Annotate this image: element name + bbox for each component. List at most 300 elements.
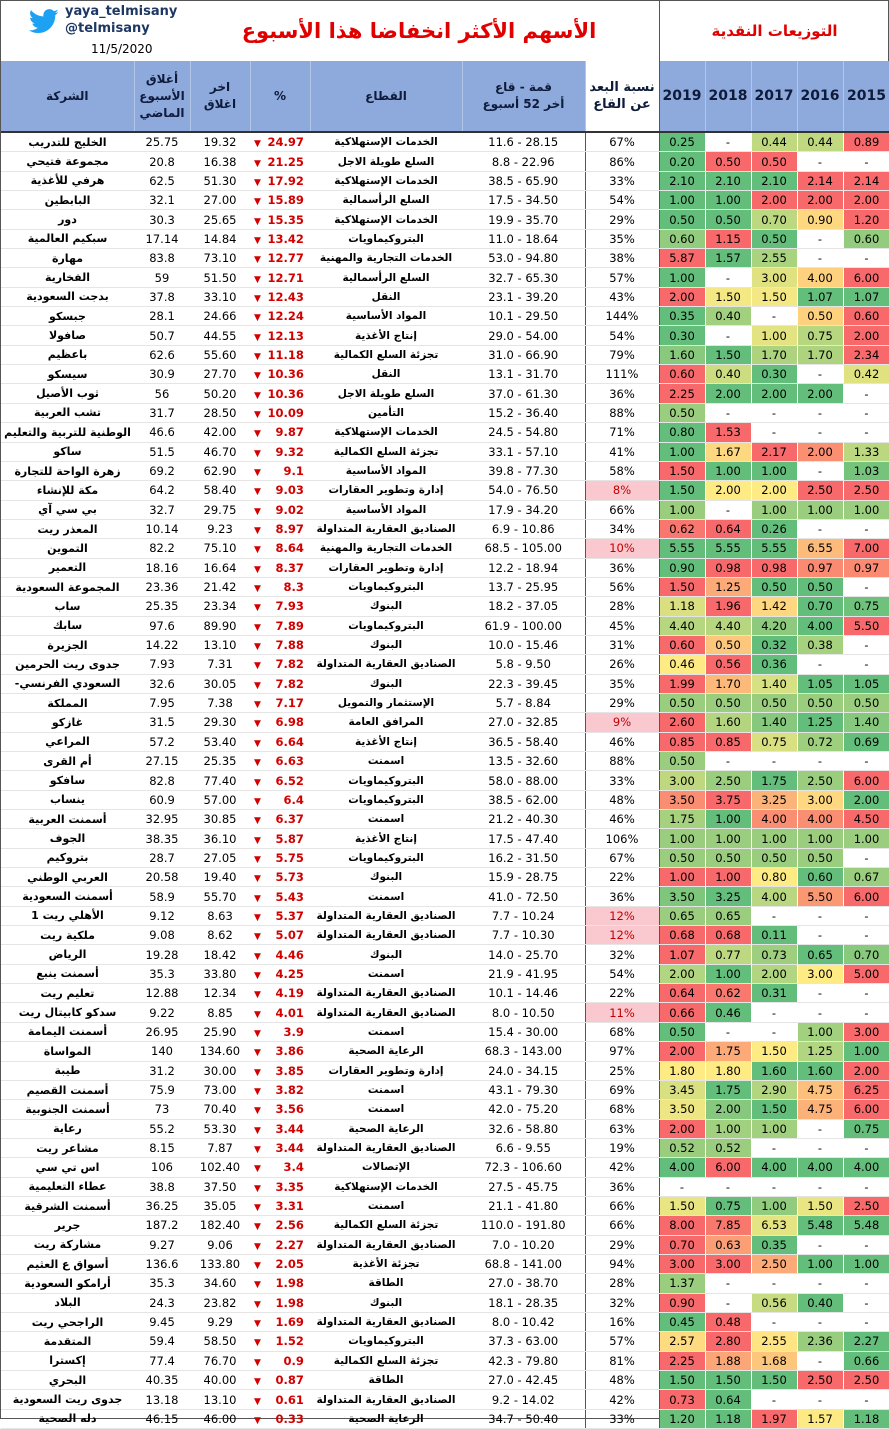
- last-close-cell: 16.64: [190, 558, 250, 577]
- twitter-bird-icon: [29, 9, 59, 38]
- range-cell: 61.9 - 100.00: [462, 616, 585, 635]
- down-triangle-icon: ▼: [254, 332, 261, 343]
- sector-cell: الصناديق العقارية المتداولة: [310, 984, 462, 1003]
- percent-cell: [250, 1003, 310, 1022]
- down-triangle-icon: ▼: [254, 448, 261, 459]
- dividend-cell: -: [751, 1022, 797, 1041]
- down-triangle-icon: ▼: [254, 951, 261, 962]
- percent-cell: [250, 152, 310, 171]
- dividend-cell: -: [751, 1390, 797, 1409]
- dividend-cell: -: [843, 1235, 889, 1254]
- prev-week-close-cell: 64.2: [134, 481, 190, 500]
- dividend-cell: 4.00: [797, 268, 843, 287]
- table-row: [1, 152, 889, 171]
- dividend-cell: 1.00: [797, 1022, 843, 1041]
- sector-cell: إدارة وتطوير العقارات: [310, 558, 462, 577]
- dividend-cell: 6.00: [843, 1100, 889, 1119]
- dividend-cell: 1.80: [659, 1061, 705, 1080]
- company-cell: بدجت السعودية: [1, 287, 134, 306]
- percent-cell: [250, 268, 310, 287]
- sector-cell: الخدمات الإستهلاكية: [310, 132, 462, 152]
- down-triangle-icon: ▼: [254, 680, 261, 691]
- distance-cell: 58%: [585, 461, 659, 480]
- dividend-cell: 0.73: [751, 945, 797, 964]
- down-triangle-icon: ▼: [254, 351, 261, 362]
- dividend-cell: 0.50: [797, 693, 843, 712]
- percent-value: 3.9: [283, 1024, 304, 1039]
- sector-cell: اسمنت: [310, 1022, 462, 1041]
- prev-week-close-cell: 9.22: [134, 1003, 190, 1022]
- down-triangle-icon: ▼: [254, 1280, 261, 1291]
- dividend-cell: 0.50: [751, 577, 797, 596]
- distance-cell: 45%: [585, 616, 659, 635]
- table-row: [1, 345, 889, 364]
- table-row: [1, 1177, 889, 1196]
- prev-week-close-cell: 46.6: [134, 423, 190, 442]
- dividend-cell: -: [797, 1177, 843, 1196]
- company-cell: بتروكيم: [1, 848, 134, 867]
- table-row: [1, 132, 889, 152]
- range-cell: 13.7 - 25.95: [462, 577, 585, 596]
- last-close-cell: 51.30: [190, 171, 250, 190]
- dividend-cell: 2.55: [751, 1332, 797, 1351]
- dividend-cell: 1.53: [705, 423, 751, 442]
- table-row: [1, 1061, 889, 1080]
- percent-cell: [250, 829, 310, 848]
- dividend-cell: 0.50: [751, 152, 797, 171]
- dividend-cell: 0.80: [751, 868, 797, 887]
- percent-cell: [250, 461, 310, 480]
- sector-cell: الخدمات الإستهلاكية: [310, 171, 462, 190]
- prev-week-close-cell: 62.5: [134, 171, 190, 190]
- down-triangle-icon: ▼: [254, 371, 261, 382]
- prev-week-close-cell: 9.27: [134, 1235, 190, 1254]
- dividend-cell: -: [797, 906, 843, 925]
- down-triangle-icon: ▼: [254, 622, 261, 633]
- dividend-cell: 0.26: [751, 519, 797, 538]
- percent-value: 3.86: [275, 1044, 304, 1059]
- table-row: [1, 519, 889, 538]
- company-cell: تعليم ريت: [1, 984, 134, 1003]
- dividend-cell: -: [843, 984, 889, 1003]
- dividend-cell: -: [843, 384, 889, 403]
- range-cell: 21.2 - 40.30: [462, 810, 585, 829]
- dividend-cell: 0.97: [797, 558, 843, 577]
- dividend-cell: 0.75: [705, 1196, 751, 1215]
- percent-cell: [250, 481, 310, 500]
- dividend-cell: 0.52: [659, 1138, 705, 1157]
- prev-week-close-cell: 35.3: [134, 964, 190, 983]
- percent-cell: [250, 1119, 310, 1138]
- percent-value: 7.17: [275, 696, 304, 711]
- dividend-cell: 0.60: [659, 635, 705, 654]
- dividend-cell: 2.00: [659, 287, 705, 306]
- dividend-cell: -: [659, 1177, 705, 1196]
- company-cell: الجزيرة: [1, 635, 134, 654]
- dividend-cell: 0.40: [797, 1293, 843, 1312]
- prev-week-close-cell: 7.93: [134, 655, 190, 674]
- down-triangle-icon: ▼: [254, 429, 261, 440]
- percent-cell: [250, 577, 310, 596]
- header-prev-week-close-line2: الأسبوع: [139, 88, 185, 103]
- percent-value: 5.37: [275, 908, 304, 923]
- dividend-cell: 0.40: [705, 307, 751, 326]
- range-cell: 27.5 - 45.75: [462, 1177, 585, 1196]
- last-close-cell: 62.90: [190, 461, 250, 480]
- table-row: [1, 1158, 889, 1177]
- table-row: [1, 326, 889, 345]
- range-cell: 34.7 - 50.40: [462, 1409, 585, 1428]
- down-triangle-icon: ▼: [254, 545, 261, 556]
- range-cell: 68.8 - 141.00: [462, 1254, 585, 1273]
- dividend-cell: -: [751, 752, 797, 771]
- down-triangle-icon: ▼: [254, 158, 261, 169]
- table-row: [1, 1042, 889, 1061]
- percent-value: 12.43: [267, 289, 304, 304]
- dividend-cell: 4.20: [751, 616, 797, 635]
- dividend-cell: 2.00: [797, 384, 843, 403]
- dividend-cell: 4.00: [797, 810, 843, 829]
- last-close-cell: 18.42: [190, 945, 250, 964]
- dividend-cell: 0.67: [843, 868, 889, 887]
- dividend-cell: 1.00: [751, 1196, 797, 1215]
- sector-cell: اسمنت: [310, 1196, 462, 1215]
- distance-cell: 31%: [585, 635, 659, 654]
- company-cell: الرياض: [1, 945, 134, 964]
- sector-cell: السلع طويلة الاجل: [310, 384, 462, 403]
- range-cell: 12.2 - 18.94: [462, 558, 585, 577]
- title-bar: [1, 1, 888, 62]
- distance-cell: 54%: [585, 964, 659, 983]
- dividend-cell: 0.50: [659, 1022, 705, 1041]
- sector-cell: المواد الأساسية: [310, 307, 462, 326]
- company-cell: الفخارية: [1, 268, 134, 287]
- prev-week-close-cell: 26.95: [134, 1022, 190, 1041]
- dividend-cell: 2.00: [751, 384, 797, 403]
- dividend-cell: -: [797, 752, 843, 771]
- percent-value: 6.4: [283, 792, 304, 807]
- dividend-cell: 1.67: [705, 442, 751, 461]
- table-row: [1, 442, 889, 461]
- brand-mention: @telmisany: [65, 21, 150, 36]
- last-close-cell: 51.50: [190, 268, 250, 287]
- company-cell: البلاد: [1, 1293, 134, 1312]
- percent-cell: [250, 906, 310, 925]
- down-triangle-icon: ▼: [254, 468, 261, 479]
- dividend-cell: 1.00: [797, 1254, 843, 1273]
- percent-cell: [250, 1177, 310, 1196]
- last-close-cell: 7.87: [190, 1138, 250, 1157]
- dividend-cell: 2.00: [797, 191, 843, 210]
- dividend-cell: -: [705, 1274, 751, 1293]
- dividend-cell: 1.00: [751, 829, 797, 848]
- distance-cell: 29%: [585, 210, 659, 229]
- distance-cell: 34%: [585, 519, 659, 538]
- distance-cell: 33%: [585, 171, 659, 190]
- dividend-cell: 6.55: [797, 539, 843, 558]
- dividend-cell: 1.00: [751, 326, 797, 345]
- percent-cell: [250, 384, 310, 403]
- prev-week-close-cell: 37.8: [134, 287, 190, 306]
- prev-week-close-cell: 20.8: [134, 152, 190, 171]
- distance-cell: 88%: [585, 752, 659, 771]
- dividend-cell: -: [705, 1293, 751, 1312]
- last-close-cell: 13.10: [190, 635, 250, 654]
- prev-week-close-cell: 31.5: [134, 713, 190, 732]
- distance-cell: 36%: [585, 384, 659, 403]
- dividend-cell: 2.10: [659, 171, 705, 190]
- down-triangle-icon: ▼: [254, 313, 261, 324]
- prev-week-close-cell: 55.2: [134, 1119, 190, 1138]
- header-last-close: [190, 61, 250, 132]
- dividend-cell: 0.30: [659, 326, 705, 345]
- range-cell: 14.0 - 25.70: [462, 945, 585, 964]
- dividend-cell: 6.53: [751, 1216, 797, 1235]
- dividend-cell: 0.36: [751, 655, 797, 674]
- range-cell: 72.3 - 106.60: [462, 1158, 585, 1177]
- percent-value: 7.89: [275, 618, 304, 633]
- dividend-cell: 1.60: [659, 345, 705, 364]
- dividend-cell: 1.60: [797, 1061, 843, 1080]
- dividend-cell: 1.70: [705, 674, 751, 693]
- brand-block: [3, 1, 178, 61]
- range-cell: 7.7 - 10.30: [462, 926, 585, 945]
- percent-value: 1.98: [275, 1295, 304, 1310]
- dividend-cell: 3.50: [659, 1100, 705, 1119]
- last-close-cell: 7.38: [190, 693, 250, 712]
- dividend-cell: 1.60: [705, 713, 751, 732]
- header-year: 2016: [797, 61, 843, 132]
- dividend-cell: 1.40: [751, 674, 797, 693]
- table-row: [1, 1254, 889, 1273]
- table-row: [1, 365, 889, 384]
- sector-cell: الصناديق العقارية المتداولة: [310, 1235, 462, 1254]
- company-cell: مشاعر ريت: [1, 1138, 134, 1157]
- dividend-cell: 0.50: [751, 229, 797, 248]
- sector-cell: البتروكيماويات: [310, 848, 462, 867]
- percent-cell: [250, 674, 310, 693]
- dividend-cell: -: [797, 1390, 843, 1409]
- range-cell: 38.5 - 62.00: [462, 790, 585, 809]
- dividend-cell: 1.00: [843, 829, 889, 848]
- dividend-cell: 4.00: [751, 1158, 797, 1177]
- dividend-cell: 1.50: [751, 287, 797, 306]
- dividend-cell: 0.69: [843, 732, 889, 751]
- prev-week-close-cell: 32.95: [134, 810, 190, 829]
- distance-cell: 41%: [585, 442, 659, 461]
- distance-cell: 63%: [585, 1119, 659, 1138]
- dividend-cell: 2.55: [751, 249, 797, 268]
- company-cell: المملكة: [1, 693, 134, 712]
- last-close-cell: 58.50: [190, 1332, 250, 1351]
- dividend-cell: -: [797, 519, 843, 538]
- table-row: [1, 558, 889, 577]
- dividend-cell: 8.00: [659, 1216, 705, 1235]
- percent-value: 5.43: [275, 889, 304, 904]
- last-close-cell: 29.30: [190, 713, 250, 732]
- percent-value: 12.71: [267, 270, 304, 285]
- sector-cell: تجزئة السلع الكمالية: [310, 345, 462, 364]
- percent-value: 17.92: [267, 173, 304, 188]
- percent-cell: [250, 752, 310, 771]
- dividend-cell: 0.56: [705, 655, 751, 674]
- range-cell: 19.9 - 35.70: [462, 210, 585, 229]
- stocks-table: [1, 61, 889, 1429]
- distance-cell: 12%: [585, 926, 659, 945]
- dividend-cell: 0.66: [843, 1351, 889, 1370]
- dividend-cell: 4.00: [797, 616, 843, 635]
- dividend-cell: -: [843, 848, 889, 867]
- company-cell: ملكية ريت: [1, 926, 134, 945]
- dividend-cell: 1.70: [751, 345, 797, 364]
- dividend-cell: 2.25: [659, 1351, 705, 1370]
- dividend-cell: 0.70: [659, 1235, 705, 1254]
- dividend-cell: -: [797, 423, 843, 442]
- company-cell: سافكو: [1, 771, 134, 790]
- sector-cell: الخدمات الإستهلاكية: [310, 1177, 462, 1196]
- company-cell: الخليج للتدريب: [1, 132, 134, 152]
- dividend-cell: 1.88: [705, 1351, 751, 1370]
- table-row: [1, 1235, 889, 1254]
- table-row: [1, 384, 889, 403]
- dividend-cell: -: [843, 1390, 889, 1409]
- dividend-cell: 7.85: [705, 1216, 751, 1235]
- last-close-cell: 102.40: [190, 1158, 250, 1177]
- percent-cell: [250, 732, 310, 751]
- sector-cell: الطاقة: [310, 1371, 462, 1390]
- prev-week-close-cell: 18.16: [134, 558, 190, 577]
- percent-cell: [250, 191, 310, 210]
- percent-value: 15.89: [267, 193, 304, 208]
- distance-cell: 28%: [585, 597, 659, 616]
- table-row: [1, 403, 889, 422]
- range-cell: 13.1 - 31.70: [462, 365, 585, 384]
- dividend-cell: -: [751, 1312, 797, 1331]
- last-close-cell: 9.06: [190, 1235, 250, 1254]
- percent-cell: [250, 1390, 310, 1409]
- prev-week-close-cell: 9.45: [134, 1312, 190, 1331]
- table-row: [1, 1293, 889, 1312]
- dividend-cell: 0.40: [705, 365, 751, 384]
- range-cell: 38.5 - 65.90: [462, 171, 585, 190]
- range-cell: 27.0 - 42.45: [462, 1371, 585, 1390]
- dividend-cell: 0.46: [659, 655, 705, 674]
- percent-cell: [250, 423, 310, 442]
- header-percent: %: [250, 61, 310, 132]
- dividend-cell: -: [843, 1003, 889, 1022]
- dividend-cell: 2.60: [659, 713, 705, 732]
- table-row: [1, 693, 889, 712]
- prev-week-close-cell: 36.25: [134, 1196, 190, 1215]
- table-row: [1, 577, 889, 596]
- dividend-cell: 1.50: [705, 287, 751, 306]
- table-row: [1, 1003, 889, 1022]
- percent-cell: [250, 868, 310, 887]
- dividend-cell: 1.00: [705, 964, 751, 983]
- distance-cell: 16%: [585, 1312, 659, 1331]
- last-close-cell: 8.62: [190, 926, 250, 945]
- sector-cell: البتروكيماويات: [310, 616, 462, 635]
- table-row: [1, 674, 889, 693]
- dividend-cell: 4.50: [843, 810, 889, 829]
- dividend-cell: 0.50: [797, 577, 843, 596]
- range-cell: 68.5 - 105.00: [462, 539, 585, 558]
- dividend-cell: 1.00: [843, 1254, 889, 1273]
- dividend-cell: -: [797, 655, 843, 674]
- percent-value: 6.52: [275, 773, 304, 788]
- dividends-title: التوزيعات النقدية: [659, 1, 889, 61]
- dividend-cell: 2.50: [843, 1196, 889, 1215]
- last-close-cell: 9.23: [190, 519, 250, 538]
- dividend-cell: 1.50: [705, 345, 751, 364]
- header-range-line1: قمة - قاع: [494, 80, 553, 94]
- down-triangle-icon: ▼: [254, 139, 261, 150]
- dividend-cell: 3.45: [659, 1080, 705, 1099]
- dividend-cell: 1.00: [705, 829, 751, 848]
- distance-cell: 8%: [585, 481, 659, 500]
- range-cell: 29.0 - 54.00: [462, 326, 585, 345]
- last-close-cell: 57.00: [190, 790, 250, 809]
- distance-cell: 67%: [585, 132, 659, 152]
- dividend-cell: 0.65: [659, 906, 705, 925]
- dividend-cell: 4.00: [843, 1158, 889, 1177]
- table-row: [1, 945, 889, 964]
- last-close-cell: 24.66: [190, 307, 250, 326]
- down-triangle-icon: ▼: [254, 409, 261, 420]
- down-triangle-icon: ▼: [254, 1067, 261, 1078]
- distance-cell: 43%: [585, 287, 659, 306]
- percent-cell: [250, 984, 310, 1003]
- last-close-cell: 35.05: [190, 1196, 250, 1215]
- dividend-cell: 1.33: [843, 442, 889, 461]
- company-cell: البحري: [1, 1371, 134, 1390]
- distance-cell: 71%: [585, 423, 659, 442]
- down-triangle-icon: ▼: [254, 506, 261, 517]
- last-close-cell: 53.30: [190, 1119, 250, 1138]
- company-cell: الأهلي ريت 1: [1, 906, 134, 925]
- company-cell: أسمنت العربية: [1, 810, 134, 829]
- percent-value: 12.24: [267, 309, 304, 324]
- table-row: [1, 539, 889, 558]
- sector-cell: الرعاية الصحية: [310, 1042, 462, 1061]
- prev-week-close-cell: 14.22: [134, 635, 190, 654]
- range-cell: 17.5 - 34.50: [462, 191, 585, 210]
- down-triangle-icon: ▼: [254, 1357, 261, 1368]
- dividend-cell: 1.50: [751, 1100, 797, 1119]
- distance-cell: 36%: [585, 558, 659, 577]
- prev-week-close-cell: 30.9: [134, 365, 190, 384]
- page-title: الأسهم الأكثر انخفاضا هذا الأسبوع: [241, 19, 597, 43]
- down-triangle-icon: ▼: [254, 487, 261, 498]
- percent-value: 1.69: [275, 1315, 304, 1330]
- dividend-cell: 1.40: [751, 713, 797, 732]
- distance-cell: 106%: [585, 829, 659, 848]
- sector-cell: إنتاج الأغذية: [310, 829, 462, 848]
- dividend-cell: 1.00: [705, 810, 751, 829]
- percent-cell: [250, 1042, 310, 1061]
- percent-value: 6.37: [275, 812, 304, 827]
- percent-value: 0.9: [283, 1353, 304, 1368]
- dividend-cell: 0.50: [797, 848, 843, 867]
- sector-cell: إدارة وتطوير العقارات: [310, 1061, 462, 1080]
- dividend-cell: 3.00: [797, 790, 843, 809]
- percent-cell: [250, 848, 310, 867]
- dividend-cell: 0.80: [659, 423, 705, 442]
- dividend-cell: 1.42: [751, 597, 797, 616]
- percent-cell: [250, 887, 310, 906]
- down-triangle-icon: ▼: [254, 255, 261, 266]
- last-close-cell: 27.00: [190, 191, 250, 210]
